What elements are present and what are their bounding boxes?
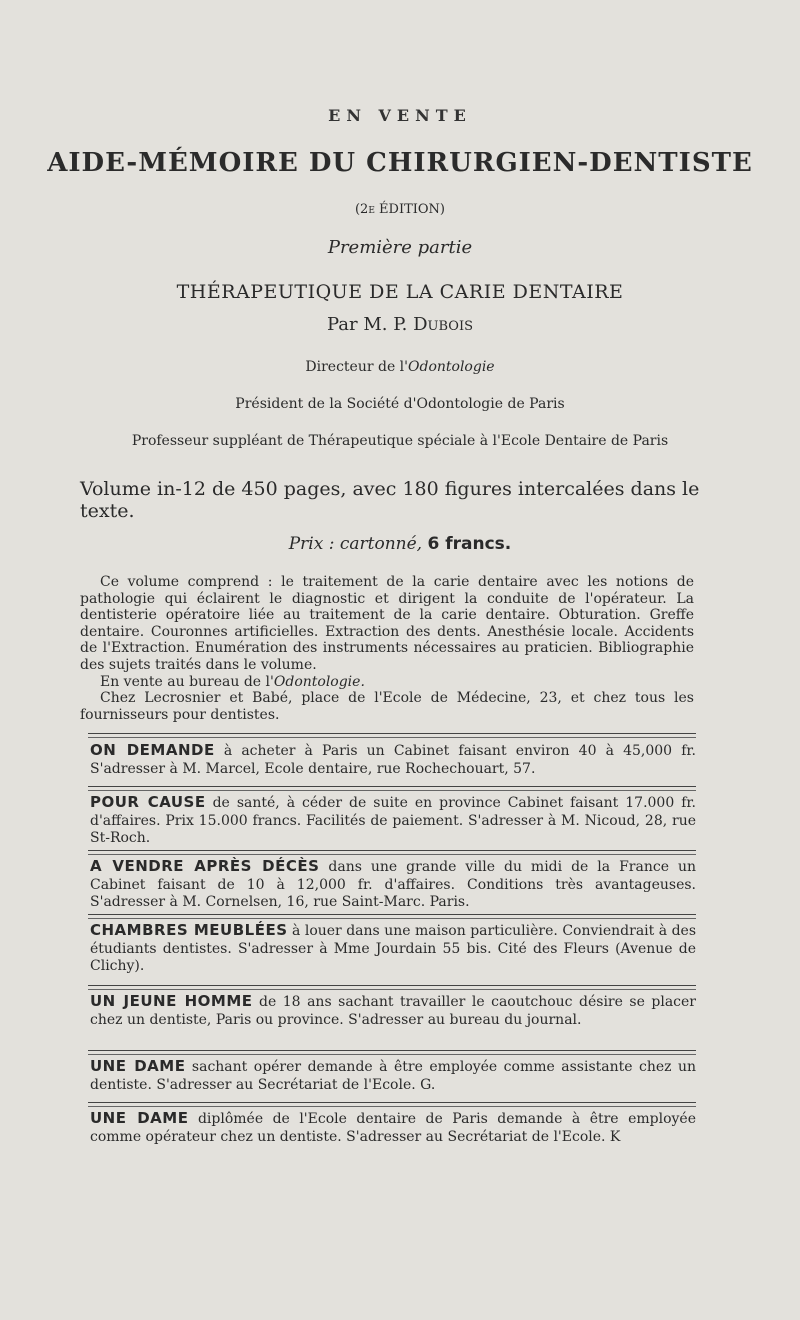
author-prefix: Par M. P.: [326, 314, 408, 335]
ad-heading: A VENDRE APRÈS DÉCÈS: [90, 857, 320, 875]
ad-body: à louer dans une maison particulière. Conviendrait à des étudiants dentistes. S'adresser à Mme Jourdain 55 bis. Cité des Fleurs (Avenue de Clichy).: [90, 923, 697, 975]
divider: [88, 733, 696, 734]
author-line: [0, 314, 800, 335]
divider: [88, 854, 696, 855]
author-title-president: Président de la Société d'Odontologie de Paris: [235, 396, 565, 412]
price-label: Prix : cartonné,: [288, 534, 423, 554]
sale-location-paragraph: [80, 674, 694, 691]
book-title: AIDE-MÉMOIRE DU CHIRURGIEN-DENTISTE: [47, 148, 753, 178]
classified-ad: [90, 1110, 696, 1146]
ad-heading: UNE DAME: [90, 1057, 186, 1075]
ad-heading: ON DEMANDE: [90, 741, 215, 759]
volume-description: Volume in-12 de 450 pages, avec 180 figures intercalées dans le texte.: [80, 478, 700, 522]
ad-body: sachant opérer demande à être employée comme assistante chez un dentiste. S'adresser au Secrétariat de l'Ecole. G.: [90, 1059, 696, 1093]
classified-ad: [90, 993, 696, 1029]
divider: [88, 1102, 696, 1103]
divider: [88, 786, 696, 787]
divider: [88, 989, 696, 990]
divider: [88, 850, 696, 851]
ad-body: de santé, à céder de suite en province Cabinet faisant 17.000 fr. d'affaires. Prix 15.000 francs. Facilités de paiement. S'adresser à M. Nicoud, 28, rue St-Roch.: [90, 795, 696, 847]
ad-heading: UNE DAME: [90, 1109, 189, 1127]
classified-ad: [90, 858, 696, 912]
edition-label: (2e ÉDITION): [354, 202, 445, 217]
divider: [88, 914, 696, 915]
contents-description: [80, 574, 694, 723]
classified-ad: [90, 742, 696, 778]
author-name: Dubois: [413, 314, 474, 335]
en-vente-heading: EN VENTE: [328, 106, 472, 125]
directeur-journal: Odontologie: [408, 359, 495, 375]
sale-location-journal: Odontologie.: [273, 673, 365, 690]
part-label: Première partie: [327, 237, 473, 258]
divider: [88, 790, 696, 791]
book-subtitle: THÉRAPEUTIQUE DE LA CARIE DENTAIRE: [176, 281, 624, 303]
classified-ad: [90, 1058, 696, 1094]
directeur-prefix: Directeur de l': [305, 359, 409, 375]
bookseller-paragraph: Chez Lecrosnier et Babé, place de l'Ecole de Médecine, 23, et chez tous les fournisseurs pour dentistes.: [80, 690, 694, 723]
price-line: [0, 534, 800, 554]
author-title-directeur: [0, 359, 800, 375]
price-value: 6 francs.: [427, 534, 512, 554]
author-title-professeur: Professeur suppléant de Thérapeutique spéciale à l'Ecole Dentaire de Paris: [131, 433, 669, 449]
divider: [88, 1106, 696, 1107]
classified-ad: [90, 794, 696, 848]
divider: [88, 737, 696, 738]
classified-ad: [90, 922, 696, 976]
sale-location-prefix: En vente au bureau de l': [100, 673, 274, 690]
ad-body: dans une grande ville du midi de la France un Cabinet faisant de 10 à 12,000 fr. d'affaires. Conditions très avantageuses. S'adresser à M. Cornelsen, 16, rue Saint-Marc. Paris.: [90, 859, 696, 911]
ad-body: à acheter à Paris un Cabinet faisant environ 40 à 45,000 fr. S'adresser à M. Marcel, Ecole dentaire, rue Rochechouart, 57.: [90, 743, 696, 777]
contents-paragraph: Ce volume comprend : le traitement de la carie dentaire avec les notions de pathologie qui éclairent le diagnostic et dirigent la conduite de l'opérateur. La dentisterie opératoire liée au traitement de la carie dentaire. Obturation. Greffe dentaire. Couronnes artificielles. Extraction des dents. Anesthésie locale. Accidents de l'Extraction. Enumération des instruments nécessaires au praticien. Bibliographie des sujets traités dans le volume.: [80, 574, 694, 673]
divider: [88, 1050, 696, 1051]
divider: [88, 1054, 696, 1055]
ad-heading: UN JEUNE HOMME: [90, 992, 253, 1010]
ad-body: diplômée de l'Ecole dentaire de Paris demande à être employée comme opérateur chez un dentiste. S'adresser au Secrétariat de l'Ecole. K: [90, 1111, 696, 1145]
ad-body: de 18 ans sachant travailler le caoutchouc désire se placer chez un dentiste, Paris ou province. S'adresser au bureau du journal.: [90, 994, 696, 1028]
divider: [88, 985, 696, 986]
ad-heading: CHAMBRES MEUBLÉES: [90, 921, 288, 939]
ad-heading: POUR CAUSE: [90, 793, 206, 811]
divider: [88, 918, 696, 919]
